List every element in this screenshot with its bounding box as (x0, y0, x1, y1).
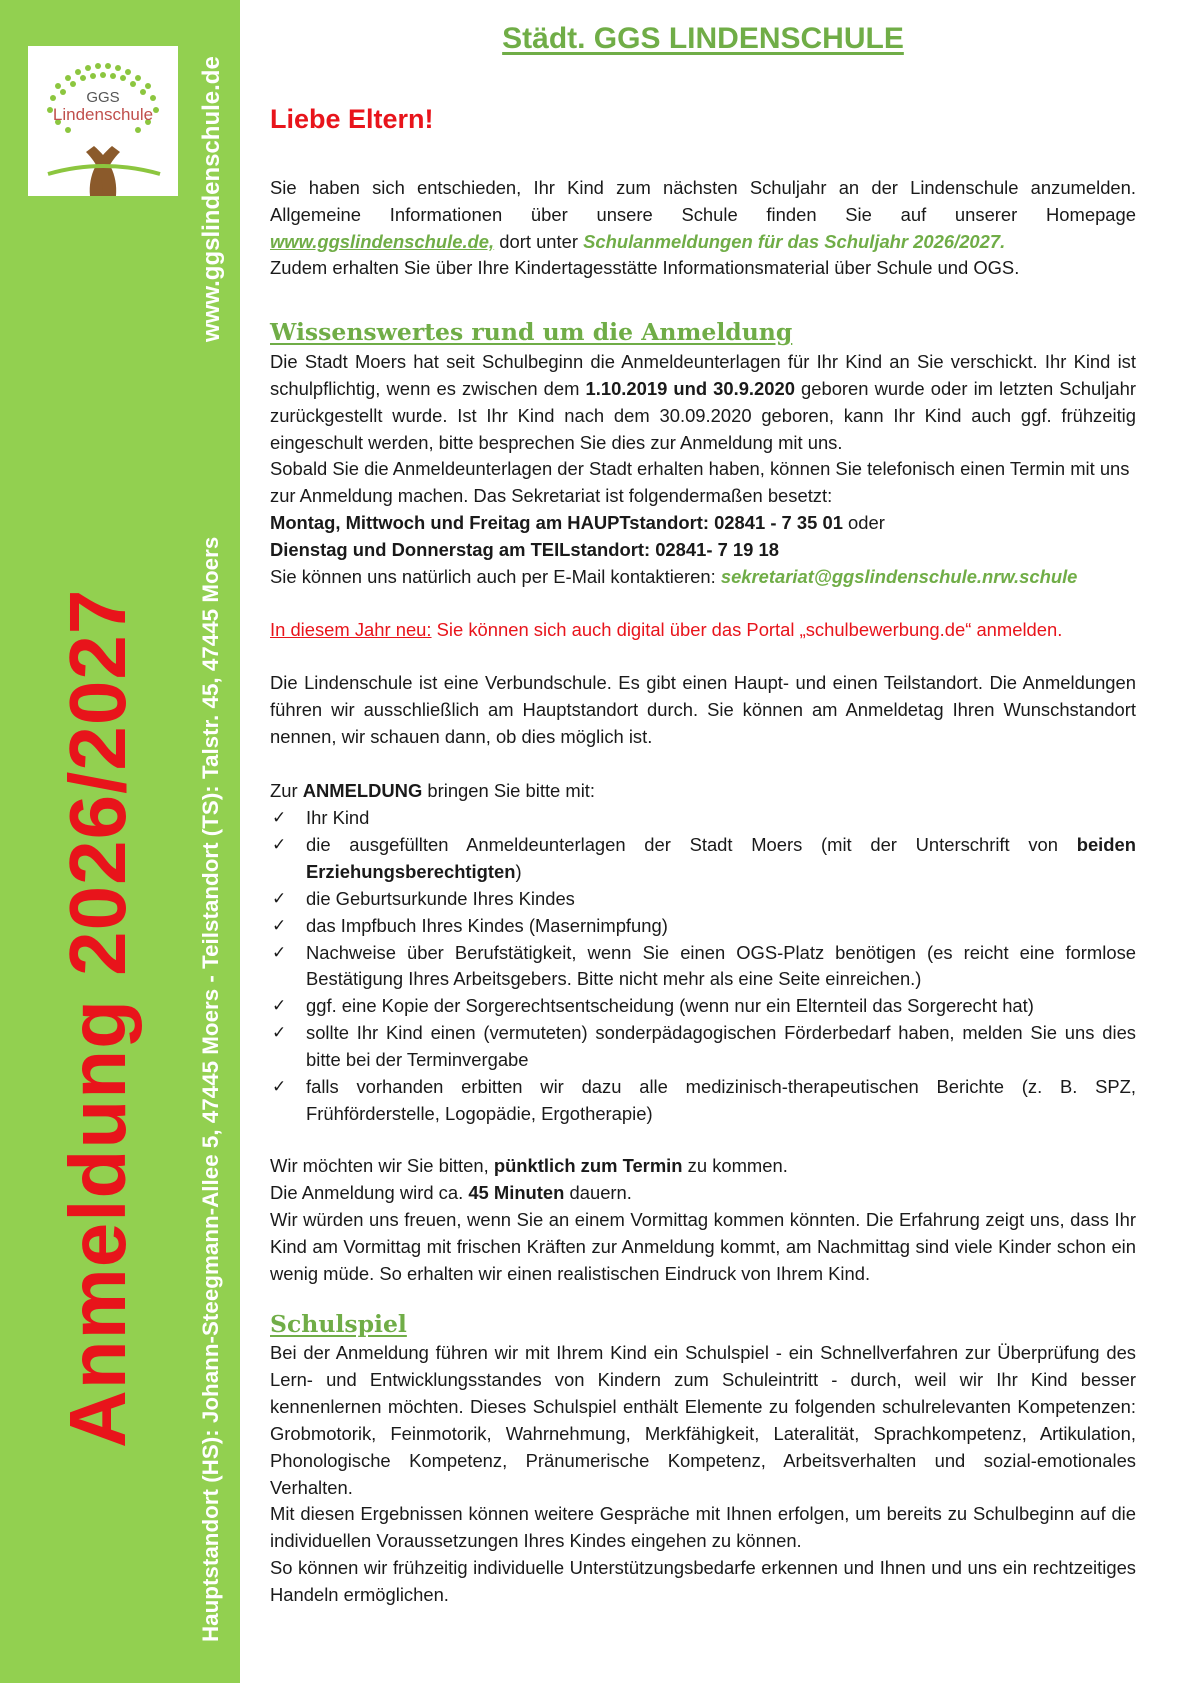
email-link[interactable]: sekretariat@ggslindenschule.nrw.schule (720, 566, 1078, 587)
list-item: ✓ Ihr Kind (270, 805, 1136, 832)
tree-logo-icon (28, 46, 178, 196)
school-title: Städt. GGS LINDENSCHULE (502, 22, 904, 55)
list-item: ✓ das Impfbuch Ihres Kindes (Masernimpfung) (270, 913, 1136, 940)
timing-paragraph: Wir würden uns freuen, wenn Sie an einem Vormittag kommen könnten. Die Erfahrung zeigt uns, dass Ihr Kind am Vormittag mit frischen Kräften zur Anmeldung kommt, am Nachmittag sind viele Kinder schon ein wenig müde. So erhalten wir einen realistischen Eindruck von Ihrem Kind. (270, 1209, 1136, 1284)
sidebar-address: Hauptstandort (HS): Johann-Steegmann-Allee 5, 47445 Moers - Teilstandort (TS): Talstr. 45, 47445 Moers (198, 536, 223, 1642)
checkmark-icon: ✓ (272, 1023, 287, 1044)
office-hours-ts: Dienstag und Donnerstag am TEILstandort: 02841- 7 19 18 (270, 539, 779, 560)
verbund-paragraph: Die Lindenschule ist eine Verbundschule. Es gibt einen Haupt- und einen Teilstandort. Die Anmeldungen führen wir ausschließlich am Hauptstandort durch. Sie können am Anmeldetag Ihren Wunschstandort nennen, wir schauen dann, ob dies möglich ist. (270, 672, 1136, 747)
list-item: ✓ die ausgefüllten Anmeldeunterlagen der Stadt Moers (mit der Unterschrift von beiden Erziehungsberechtigten) (272, 833, 1136, 882)
email-line: Sie können uns natürlich auch per E-Mail kontaktieren: sekretariat@ggslindenschule.nrw.schule (270, 566, 1078, 587)
checkmark-icon: ✓ (272, 834, 287, 855)
list-item: ✓ ggf. eine Kopie der Sorgerechtsentscheidung (wenn nur ein Elternteil das Sorgerecht hat) (270, 993, 1136, 1020)
logo-text-ggs: GGS (86, 89, 120, 106)
schulspiel-paragraph-3: So können wir frühzeitig individuelle Unterstützungsbedarfe erkennen und Ihnen und uns ein rechtzeitiges Handeln ermöglichen. (270, 1557, 1136, 1605)
section-heading-schulspiel: Schulspiel (270, 1310, 407, 1338)
homepage-link[interactable]: www.ggslindenschule.de, (270, 230, 495, 252)
checkmark-icon: ✓ (272, 888, 287, 909)
school-logo (28, 46, 178, 196)
greeting: Liebe Eltern! (270, 104, 434, 134)
checkmark-icon: ✓ (272, 996, 287, 1017)
news-label: In diesem Jahr neu: (270, 619, 432, 640)
section1-paragraph-2: Sobald Sie die Anmeldeunterlagen der Stadt erhalten haben, können Sie telefonisch einen Termin mit uns zur Anmeldung machen. Das Sekretariat ist folgendermaßen besetzt: (270, 458, 1130, 506)
timing-line-1: Wir möchten wir Sie bitten, pünktlich zum Termin zu kommen. (270, 1155, 788, 1176)
checkmark-icon: ✓ (272, 808, 287, 828)
list-item: ✓ falls vorhanden erbitten wir dazu alle medizinisch-therapeutischen Berichte (z. B. SPZ, Frühförderstelle, Logopädie, Ergotherapie) (272, 1076, 1136, 1124)
timing-line-2: Die Anmeldung wird ca. 45 Minuten dauern. (270, 1182, 632, 1203)
list-item: ✓ sollte Ihr Kind einen (vermuteten) sonderpädagogischen Förderbedarf haben, melden Sie uns dies bitte bei der Terminvergabe (272, 1022, 1136, 1071)
list-item: ✓ die Geburtsurkunde Ihres Kindes (270, 886, 1136, 913)
intro-paragraph: Sie haben sich entschieden, Ihr Kind zum nächsten Schuljahr an der Lindenschule anzumelden. Allgemeine Informationen über unsere Schule finden Sie auf unserer Homepage www.ggslindenschule.de, dort unter Schulanmeldungen für das Schuljahr 2026/2027. (270, 177, 1136, 252)
checklist (270, 805, 1136, 1128)
checkmark-icon: ✓ (272, 942, 287, 963)
schulspiel-paragraph-1: Bei der Anmeldung führen wir mit Ihrem Kind ein Schulspiel - ein Schnellverfahren zur Überprüfung des Lern- und Entwicklungsstandes von Kindern zum Schuleintritt - durch, weil wir Ihr Kind besser kennenlernen möchten. Dieses Schulspiel enthält Elemente zu folgenden schulrelevanten Kompetenzen: Grobmotorik, Feinmotorik, Wahrnehmung, Merkfähigkeit, Lateralität, Sprachkompetenz, Artikulation, Phonologische Kompetenz, Pränumerische Kompetenz, Arbeitsverhalten und sozial-emotionales Verhalten. (270, 1342, 1136, 1498)
sidebar-title: Anmeldung 2026/2027 (53, 588, 142, 1448)
registration-page-ref: Schulanmeldungen für das Schuljahr 2026/2027. (583, 230, 1006, 252)
intro-kita-paragraph: Zudem erhalten Sie über Ihre Kindertagesstätte Informationsmaterial über Schule und OGS. (270, 257, 1020, 278)
sidebar-website: www.ggslindenschule.de (198, 56, 225, 342)
list-item: ✓ Nachweise über Berufstätigkeit, wenn Sie einen OGS-Platz benötigen (es reicht eine formlose Bestätigung Ihres Arbeitsgebers. Bitte nicht mehr als eine Seite einreichen.) (272, 941, 1136, 990)
sidebar (0, 0, 240, 1683)
checklist-intro: Zur ANMELDUNG bringen Sie bitte mit: (270, 780, 596, 801)
office-hours-hs: Montag, Mittwoch und Freitag am HAUPTstandort: 02841 - 7 35 01 oder (270, 512, 885, 533)
logo-text-lindenschule: Lindenschule (52, 105, 154, 124)
news-line (270, 617, 1136, 644)
news-text: Sie können sich auch digital über das Portal „schulbewerbung.de“ anmelden. (436, 619, 1063, 640)
schulspiel-paragraph-2: Mit diesen Ergebnissen können weitere Gespräche mit Ihnen erfolgen, um bereits zu Schulbeginn auf die individuellen Voraussetzungen Ihres Kindes eingehen zu können. (270, 1503, 1136, 1551)
checkmark-icon: ✓ (272, 915, 287, 936)
checkmark-icon: ✓ (272, 1077, 287, 1098)
section-heading-anmeldung: Wissenswertes rund um die Anmeldung (270, 318, 793, 346)
section1-paragraph-1: Die Stadt Moers hat seit Schulbeginn die Anmeldeunterlagen für Ihr Kind an Sie verschickt. Ihr Kind ist schulpflichtig, wenn es zwischen dem 1.10.2019 und 30.9.2020 geboren wurde oder im letzten Schuljahr zurückgestellt wurde. Ist Ihr Kind nach dem 30.09.2020 geboren, kann Ihr Kind auch ggf. frühzeitig eingeschult werden, bitte besprechen Sie dies zur Anmeldung mit uns. (270, 351, 1136, 453)
